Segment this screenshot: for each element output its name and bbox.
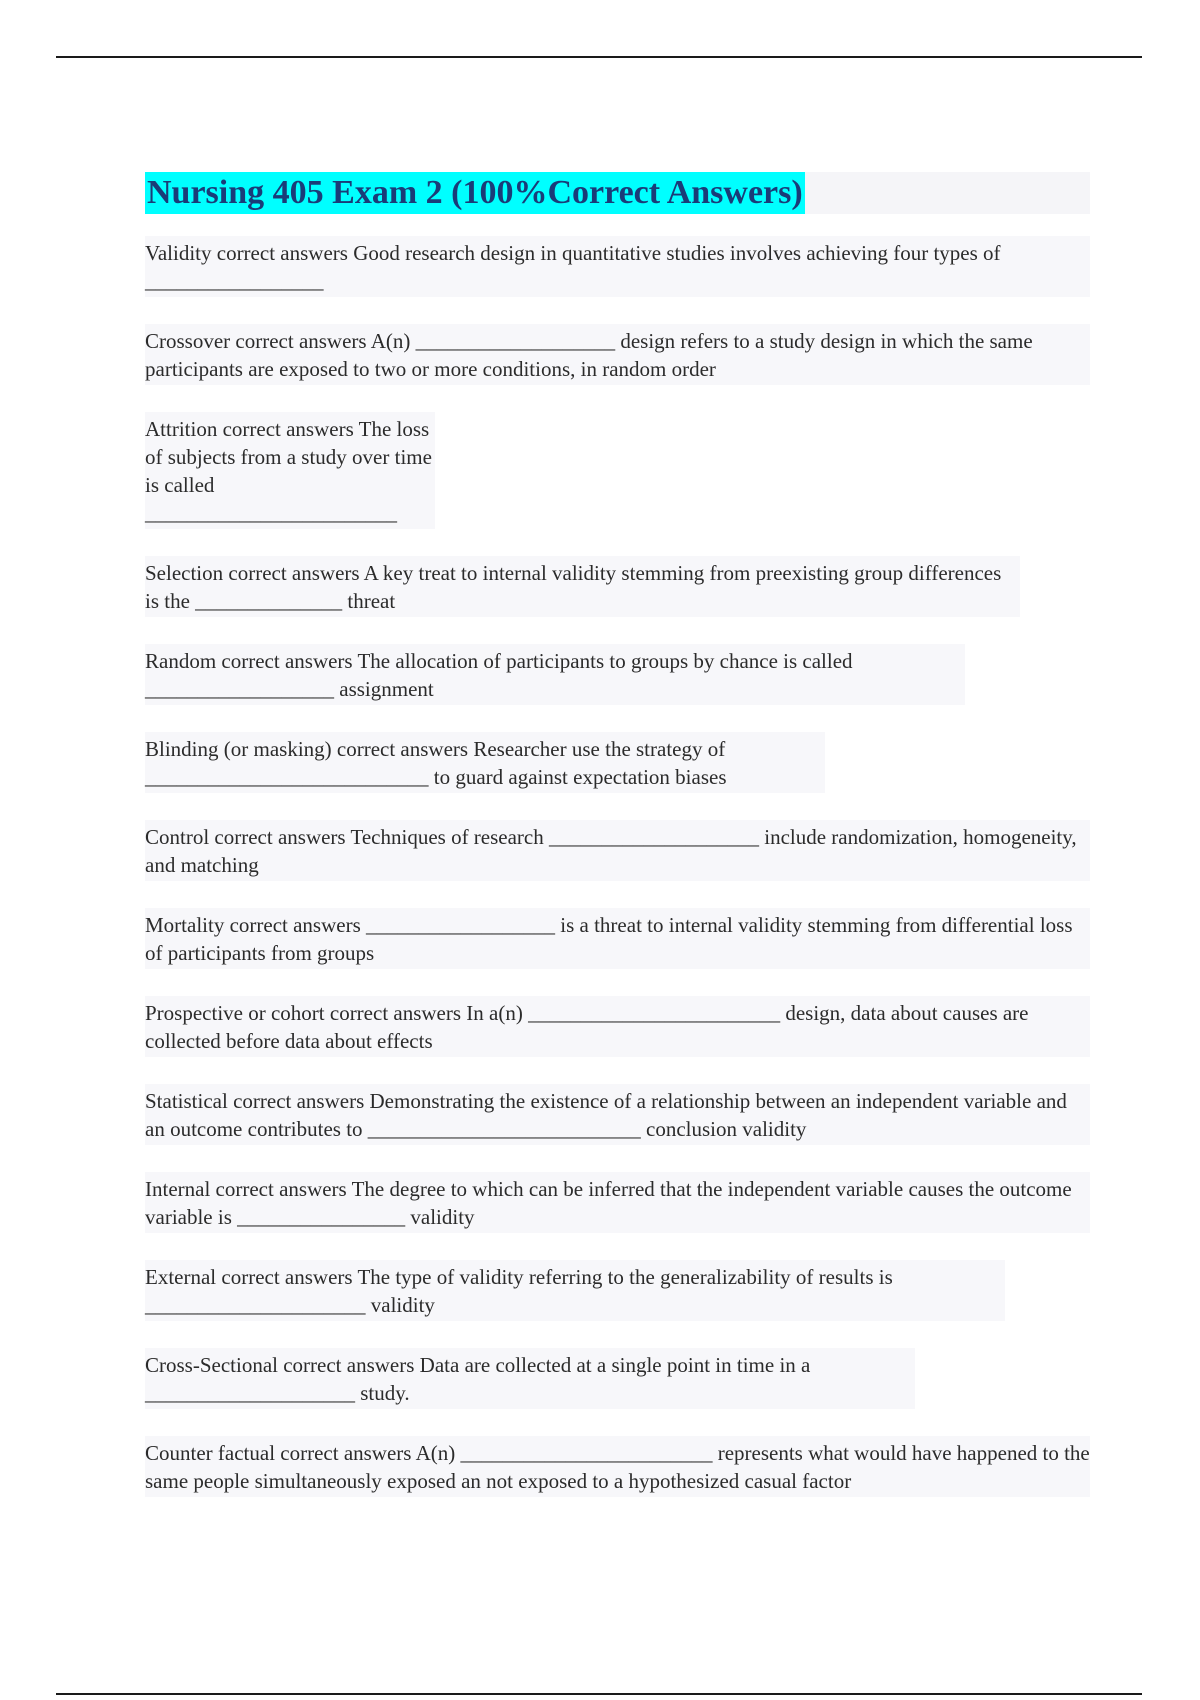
qa-item <box>145 1436 1090 1497</box>
qa-item <box>145 908 1090 969</box>
qa-question: A(n) ________________________ represents what would have happened to the same people simultaneously exposed an not exposed to a hypothesized casual factor <box>145 1441 1090 1493</box>
qa-answer: Statistical correct answers <box>145 1089 365 1113</box>
qa-question: Data are collected at a single point in time in a ____________________ study. <box>145 1353 811 1405</box>
qa-item <box>145 556 1020 617</box>
qa-answer: Blinding (or masking) correct answers <box>145 737 469 761</box>
qa-answer: Internal correct answers <box>145 1177 347 1201</box>
qa-item <box>145 1172 1090 1233</box>
qa-question: The loss of subjects from a study over time is called ________________________ <box>145 417 432 525</box>
qa-answer: External correct answers <box>145 1265 353 1289</box>
qa-question: Good research design in quantitative studies involves achieving four types of _________________ <box>145 241 1001 293</box>
qa-answer: Random correct answers <box>145 649 353 673</box>
page-title: Nursing 405 Exam 2 (100%Correct Answers) <box>145 172 805 214</box>
qa-answer: Selection correct answers <box>145 561 360 585</box>
qa-answer: Cross-Sectional correct answers <box>145 1353 415 1377</box>
title-band <box>145 172 1090 214</box>
qa-answer: Crossover correct answers <box>145 329 367 353</box>
qa-item <box>145 324 1090 385</box>
qa-question: The type of validity referring to the generalizability of results is _____________________ validity <box>145 1265 893 1317</box>
qa-item <box>145 996 1090 1057</box>
qa-question: Techniques of research ____________________ include randomization, homogeneity, and matching <box>145 825 1077 877</box>
qa-question: In a(n) ________________________ design, data about causes are collected before data about effects <box>145 1001 1029 1053</box>
qa-item <box>145 412 435 529</box>
qa-answer: Attrition correct answers <box>145 417 354 441</box>
qa-answer: Control correct answers <box>145 825 346 849</box>
document-body <box>145 172 1090 1524</box>
qa-question: Demonstrating the existence of a relationship between an independent variable and an outcome contributes to __________________________ conclusion validity <box>145 1089 1067 1141</box>
qa-question: The degree to which can be inferred that the independent variable causes the outcome variable is ________________ validity <box>145 1177 1072 1229</box>
qa-answer: Validity correct answers <box>145 241 348 265</box>
qa-item <box>145 1260 1005 1321</box>
qa-item <box>145 1348 915 1409</box>
qa-question: __________________ is a threat to internal validity stemming from differential loss of participants from groups <box>145 913 1073 965</box>
qa-question: Researcher use the strategy of ___________________________ to guard against expectation biases <box>145 737 727 789</box>
qa-item <box>145 1084 1090 1145</box>
qa-question: A key treat to internal validity stemming from preexisting group differences is the ______________ threat <box>145 561 1002 613</box>
qa-item <box>145 644 965 705</box>
qa-list <box>145 236 1090 1497</box>
bottom-rule <box>56 1693 1142 1695</box>
qa-answer: Mortality correct answers <box>145 913 361 937</box>
qa-answer: Prospective or cohort correct answers <box>145 1001 462 1025</box>
top-rule <box>56 56 1142 58</box>
qa-item <box>145 732 825 793</box>
qa-question: The allocation of participants to groups by chance is called __________________ assignment <box>145 649 853 701</box>
qa-answer: Counter factual correct answers <box>145 1441 412 1465</box>
qa-item <box>145 820 1090 881</box>
qa-item <box>145 236 1090 297</box>
qa-question: A(n) ___________________ design refers to a study design in which the same participants are exposed to two or more conditions, in random order <box>145 329 1033 381</box>
